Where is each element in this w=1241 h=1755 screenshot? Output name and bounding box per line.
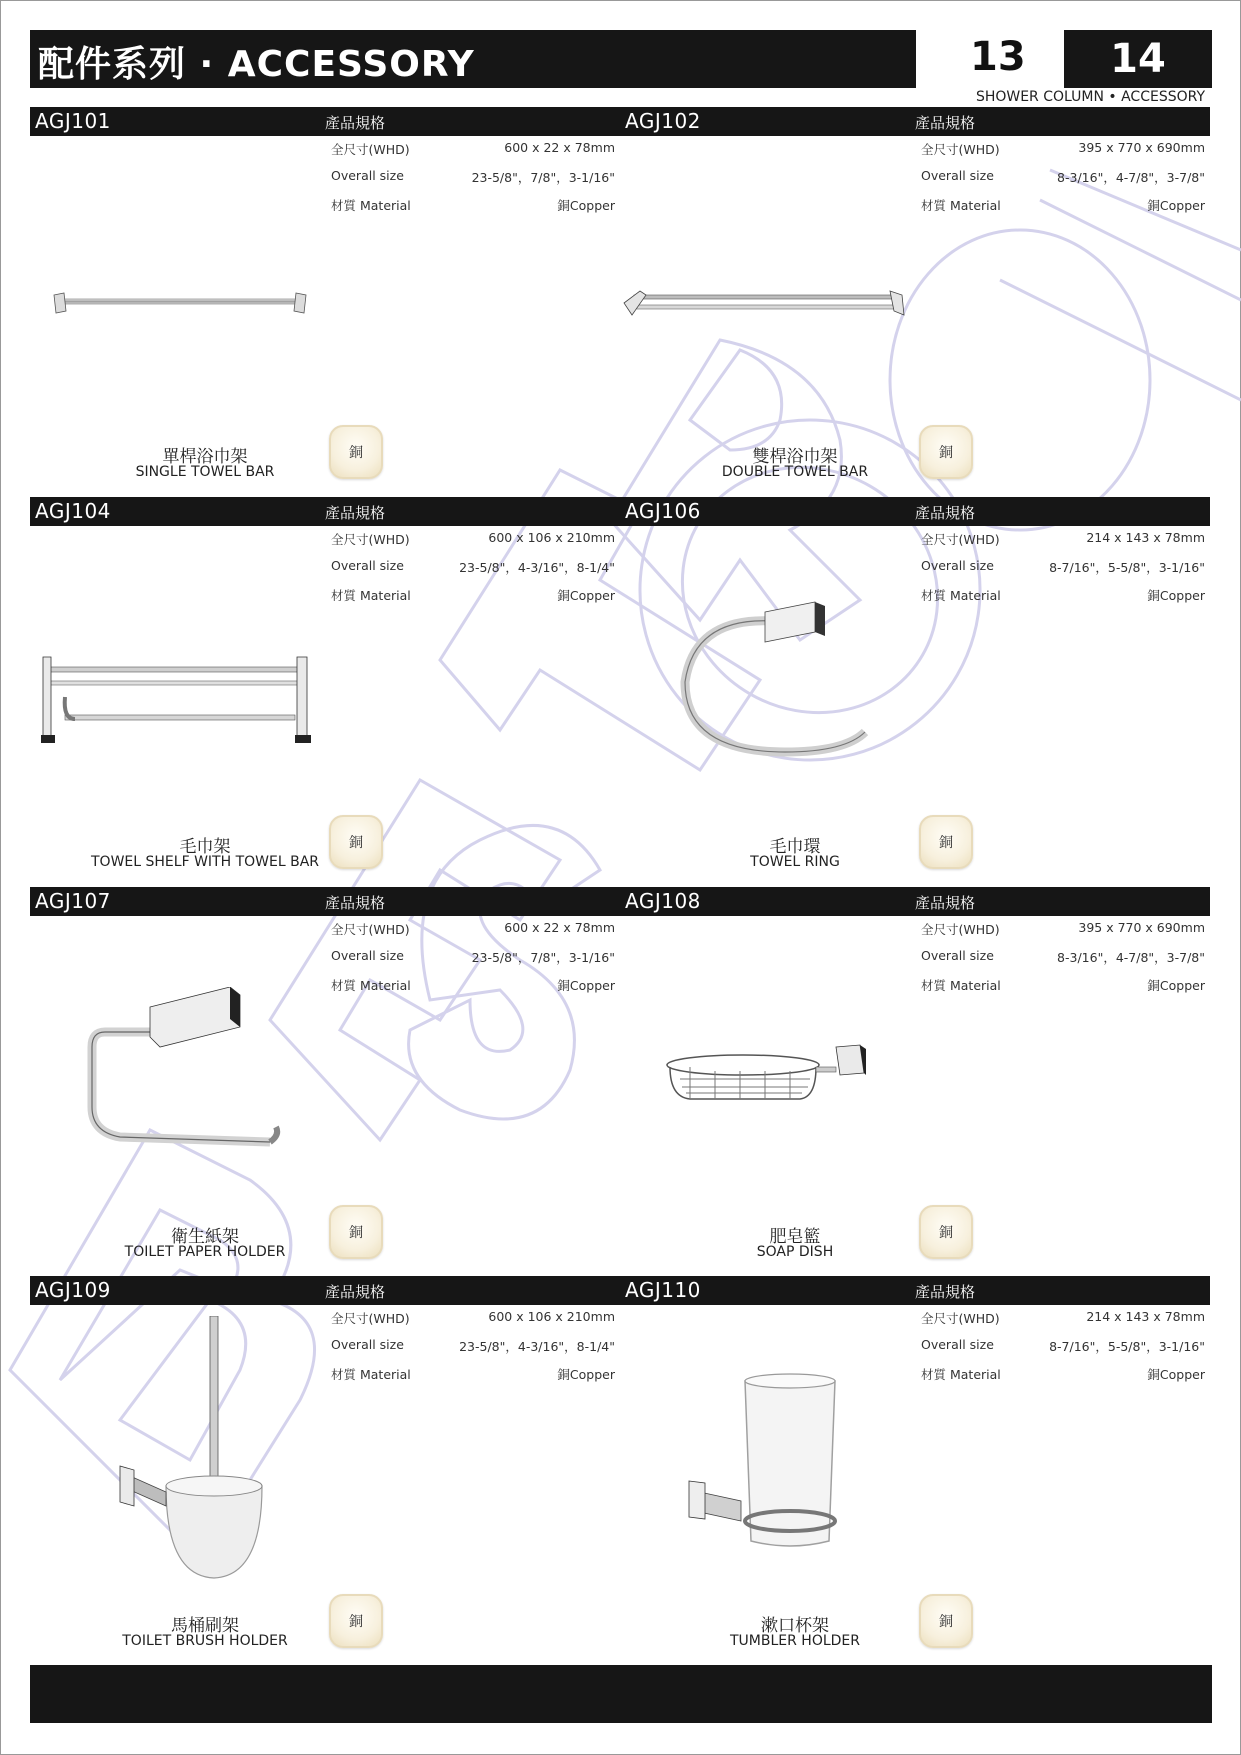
tumbler-holder-icon bbox=[685, 1371, 885, 1561]
spec-row bbox=[921, 1337, 1205, 1357]
product-code: AGJ110 bbox=[625, 1278, 701, 1302]
spec-value: 395 x 770 x 690mm bbox=[1078, 140, 1205, 155]
spec-value: 23-5/8"，7/8"，3-1/16" bbox=[471, 950, 615, 965]
product-name-en: TOWEL SHELF WITH TOWEL BAR bbox=[91, 854, 319, 870]
spec-value: 銅Copper bbox=[557, 588, 615, 603]
spec-row bbox=[921, 196, 1205, 216]
spec-value: 銅Copper bbox=[557, 198, 615, 213]
spec-row bbox=[331, 196, 615, 216]
product-name-zh: 漱口杯架 bbox=[761, 1616, 829, 1636]
product-name-zh: 雙桿浴巾架 bbox=[752, 447, 838, 467]
product-name-en: DOUBLE TOWEL BAR bbox=[721, 464, 869, 480]
spec-value: 銅Copper bbox=[1147, 1367, 1205, 1382]
spec-row bbox=[331, 1337, 615, 1357]
spec-label: Overall size bbox=[921, 948, 994, 963]
spec-value: 23-5/8"，4-3/16"，8-1/4" bbox=[459, 560, 615, 575]
page-number-box bbox=[1064, 30, 1212, 88]
product-name-zh: 毛巾環 bbox=[769, 837, 821, 857]
product-code: AGJ102 bbox=[625, 109, 701, 133]
spec-label: 全尺寸(WHD) bbox=[921, 922, 1000, 937]
copper-material-badge bbox=[919, 1205, 973, 1259]
product-card bbox=[620, 887, 1210, 1271]
spec-value: 600 x 106 x 210mm bbox=[488, 1309, 615, 1324]
badge-label: 銅 bbox=[349, 445, 363, 461]
badge-label: 銅 bbox=[939, 1614, 953, 1630]
spec-row bbox=[331, 168, 615, 188]
copper-material-badge bbox=[329, 425, 383, 479]
section-subtitle: SHOWER COLUMN • ACCESSORY bbox=[975, 89, 1205, 105]
spec-row bbox=[921, 586, 1205, 606]
badge-label: 銅 bbox=[939, 445, 953, 461]
spec-row bbox=[331, 586, 615, 606]
copper-material-badge bbox=[329, 1205, 383, 1259]
copper-material-badge bbox=[329, 1594, 383, 1648]
product-header bbox=[30, 497, 620, 526]
spec-title: 產品規格 bbox=[325, 114, 386, 132]
product-code: AGJ104 bbox=[35, 499, 111, 523]
spec-row bbox=[331, 558, 615, 578]
spec-row bbox=[921, 168, 1205, 188]
spec-title: 產品規格 bbox=[325, 504, 386, 522]
spec-row bbox=[331, 1309, 615, 1329]
copper-material-badge bbox=[919, 1594, 973, 1648]
spec-value: 395 x 770 x 690mm bbox=[1078, 920, 1205, 935]
badge-label: 銅 bbox=[349, 835, 363, 851]
toilet-brush-holder-icon bbox=[100, 1316, 300, 1586]
spec-label: 全尺寸(WHD) bbox=[331, 142, 410, 157]
spec-value: 銅Copper bbox=[557, 978, 615, 993]
spec-row bbox=[921, 140, 1205, 160]
spec-title: 產品規格 bbox=[325, 1283, 386, 1301]
spec-value: 600 x 22 x 78mm bbox=[504, 920, 615, 935]
spec-row bbox=[331, 140, 615, 160]
spec-label: 全尺寸(WHD) bbox=[331, 922, 410, 937]
spec-label: Overall size bbox=[331, 558, 404, 573]
spec-value: 銅Copper bbox=[557, 1367, 615, 1382]
badge-label: 銅 bbox=[939, 835, 953, 851]
product-name-en: TOILET BRUSH HOLDER bbox=[122, 1633, 288, 1649]
spec-label: Overall size bbox=[331, 168, 404, 183]
product-name-zh: 毛巾架 bbox=[179, 837, 231, 857]
spec-label: 材質 Material bbox=[331, 1367, 411, 1382]
spec-row bbox=[921, 1309, 1205, 1329]
spec-label: 材質 Material bbox=[331, 198, 411, 213]
product-name-en: SOAP DISH bbox=[756, 1244, 834, 1260]
product-code: AGJ109 bbox=[35, 1278, 111, 1302]
spec-row bbox=[921, 558, 1205, 578]
product-card bbox=[620, 107, 1210, 491]
spec-row bbox=[921, 920, 1205, 940]
spec-value: 214 x 143 x 78mm bbox=[1086, 530, 1205, 545]
spec-row bbox=[331, 948, 615, 968]
spec-label: 全尺寸(WHD) bbox=[331, 532, 410, 547]
spec-label: 全尺寸(WHD) bbox=[921, 1311, 1000, 1326]
spec-title: 產品規格 bbox=[915, 1283, 976, 1301]
product-header bbox=[30, 1276, 620, 1305]
spec-row bbox=[331, 1365, 615, 1385]
toilet-paper-holder-icon bbox=[80, 987, 300, 1157]
product-name-zh: 肥皂籃 bbox=[769, 1227, 821, 1247]
spec-row bbox=[331, 976, 615, 996]
product-name-en: TUMBLER HOLDER bbox=[729, 1633, 860, 1649]
page-number-right: 14 bbox=[1110, 36, 1166, 82]
spec-label: 全尺寸(WHD) bbox=[921, 142, 1000, 157]
spec-label: 材質 Material bbox=[331, 588, 411, 603]
towel-ring-icon bbox=[675, 592, 895, 772]
spec-row bbox=[921, 530, 1205, 550]
product-code: AGJ107 bbox=[35, 889, 111, 913]
spec-label: 材質 Material bbox=[921, 588, 1001, 603]
copper-material-badge bbox=[919, 425, 973, 479]
product-card bbox=[620, 1276, 1210, 1660]
product-card bbox=[620, 497, 1210, 881]
soap-dish-icon bbox=[660, 1037, 870, 1117]
product-header bbox=[620, 887, 1210, 916]
spec-value: 214 x 143 x 78mm bbox=[1086, 1309, 1205, 1324]
spec-row bbox=[921, 948, 1205, 968]
copper-material-badge bbox=[329, 815, 383, 869]
single-towel-bar-icon bbox=[50, 277, 310, 327]
spec-label: Overall size bbox=[921, 558, 994, 573]
spec-value: 銅Copper bbox=[1147, 588, 1205, 603]
spec-value: 8-3/16"，4-7/8"，3-7/8" bbox=[1057, 950, 1205, 965]
product-header bbox=[620, 1276, 1210, 1305]
product-code: AGJ101 bbox=[35, 109, 111, 133]
product-header bbox=[620, 107, 1210, 136]
spec-value: 8-7/16"，5-5/8"，3-1/16" bbox=[1049, 560, 1205, 575]
spec-title: 產品規格 bbox=[915, 894, 976, 912]
spec-row bbox=[331, 920, 615, 940]
product-code: AGJ106 bbox=[625, 499, 701, 523]
spec-label: 全尺寸(WHD) bbox=[331, 1311, 410, 1326]
badge-label: 銅 bbox=[349, 1614, 363, 1630]
spec-label: Overall size bbox=[331, 1337, 404, 1352]
spec-label: 材質 Material bbox=[921, 978, 1001, 993]
spec-value: 600 x 22 x 78mm bbox=[504, 140, 615, 155]
product-card bbox=[30, 497, 620, 881]
spec-title: 產品規格 bbox=[915, 114, 976, 132]
spec-value: 23-5/8"，4-3/16"，8-1/4" bbox=[459, 1339, 615, 1354]
double-towel-bar-icon bbox=[620, 277, 910, 327]
spec-value: 銅Copper bbox=[1147, 198, 1205, 213]
spec-value: 銅Copper bbox=[1147, 978, 1205, 993]
badge-label: 銅 bbox=[939, 1225, 953, 1241]
title-bar bbox=[30, 30, 916, 88]
towel-shelf-icon bbox=[35, 647, 320, 757]
product-name-zh: 單桿浴巾架 bbox=[162, 447, 248, 467]
spec-value: 23-5/8"，7/8"，3-1/16" bbox=[471, 170, 615, 185]
product-header bbox=[620, 497, 1210, 526]
spec-row bbox=[921, 1365, 1205, 1385]
spec-label: Overall size bbox=[921, 1337, 994, 1352]
spec-value: 8-3/16"，4-7/8"，3-7/8" bbox=[1057, 170, 1205, 185]
spec-label: 材質 Material bbox=[921, 198, 1001, 213]
spec-label: Overall size bbox=[331, 948, 404, 963]
product-header bbox=[30, 887, 620, 916]
product-header bbox=[30, 107, 620, 136]
product-card bbox=[30, 107, 620, 491]
spec-value: 600 x 106 x 210mm bbox=[488, 530, 615, 545]
spec-label: 全尺寸(WHD) bbox=[921, 532, 1000, 547]
spec-title: 產品規格 bbox=[325, 894, 386, 912]
spec-label: Overall size bbox=[921, 168, 994, 183]
badge-label: 銅 bbox=[349, 1225, 363, 1241]
product-name-en: TOILET PAPER HOLDER bbox=[124, 1244, 286, 1260]
copper-material-badge bbox=[919, 815, 973, 869]
spec-row bbox=[921, 976, 1205, 996]
page-number-left: 13 bbox=[970, 34, 1026, 80]
product-code: AGJ108 bbox=[625, 889, 701, 913]
footer-bar bbox=[30, 1665, 1212, 1723]
spec-label: 材質 Material bbox=[331, 978, 411, 993]
product-card bbox=[30, 1276, 620, 1660]
spec-title: 產品規格 bbox=[915, 504, 976, 522]
product-name-zh: 衛生紙架 bbox=[171, 1227, 239, 1247]
spec-label: 材質 Material bbox=[921, 1367, 1001, 1382]
page-title: 配件系列 · ACCESSORY bbox=[38, 44, 475, 85]
product-name-zh: 馬桶刷架 bbox=[171, 1616, 239, 1636]
spec-row bbox=[331, 530, 615, 550]
product-name-en: TOWEL RING bbox=[750, 854, 840, 870]
spec-value: 8-7/16"，5-5/8"，3-1/16" bbox=[1049, 1339, 1205, 1354]
product-card bbox=[30, 887, 620, 1271]
product-name-en: SINGLE TOWEL BAR bbox=[135, 464, 275, 480]
